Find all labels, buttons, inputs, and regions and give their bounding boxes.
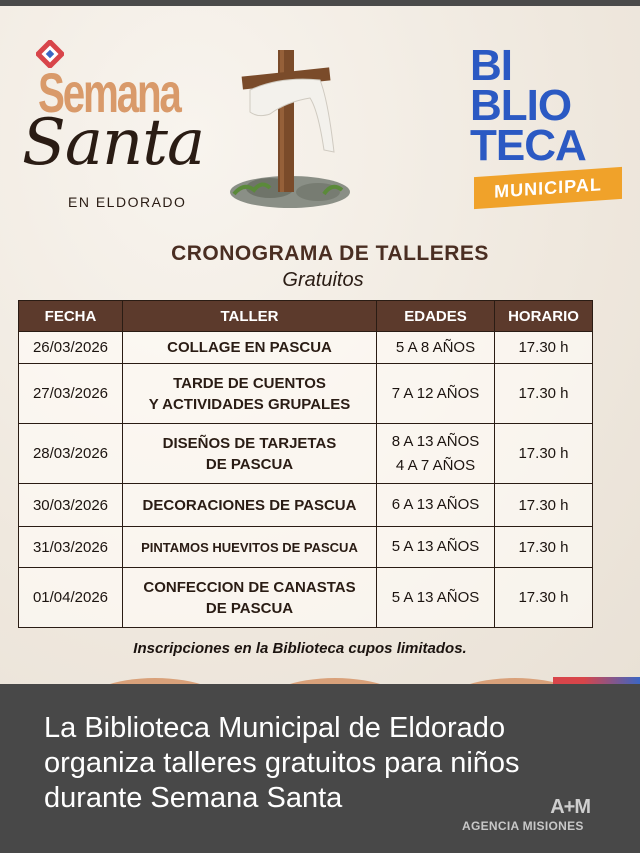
cell-edades — [377, 527, 495, 568]
edad-line: 5 A 13 AÑOS — [391, 538, 480, 555]
cell-taller — [123, 484, 377, 527]
taller-line: DECORACIONES DE PASCUA — [142, 496, 357, 514]
taller-line: Y ACTIVIDADES GRUPALES — [148, 395, 351, 413]
cell-horario: 17.30 h — [495, 364, 593, 424]
edad-line: 5 A 8 AÑOS — [395, 338, 476, 356]
taller-line: PINTAMOS HUEVITOS DE PASCUA — [141, 539, 358, 555]
edad-line: 5 A 13 AÑOS — [391, 588, 480, 606]
header-edades: EDADES — [377, 301, 495, 332]
cell-edades — [377, 568, 495, 628]
taller-line: DISEÑOS DE TARJETAS — [162, 434, 337, 452]
cell-fecha: 01/04/2026 — [19, 568, 123, 628]
cell-horario: 17.30 h — [495, 484, 593, 527]
cell-fecha: 31/03/2026 — [19, 527, 123, 568]
agency-logo — [462, 796, 590, 833]
cell-edades — [377, 364, 495, 424]
edad-line: 7 A 12 AÑOS — [391, 384, 480, 402]
cell-taller — [123, 332, 377, 364]
cell-horario: 17.30 h — [495, 332, 593, 364]
cell-horario: 17.30 h — [495, 424, 593, 484]
cell-horario: 17.30 h — [495, 568, 593, 628]
table-row — [19, 568, 593, 628]
cell-fecha: 26/03/2026 — [19, 332, 123, 364]
cell-edades — [377, 484, 495, 527]
library-logo-line1: BI — [470, 41, 512, 90]
cell-edades — [377, 424, 495, 484]
edad-line: 6 A 13 AÑOS — [391, 496, 480, 513]
library-logo — [470, 41, 630, 204]
poster-title: CRONOGRAMA DE TALLERES — [171, 242, 489, 265]
event-logo-word2: Santa — [22, 106, 205, 180]
poster-subtitle: Gratuitos — [282, 269, 364, 291]
agency-name: AGENCIA MISIONES — [462, 819, 584, 833]
edad-line: 8 A 13 AÑOS — [391, 432, 480, 450]
taller-line: DE PASCUA — [205, 599, 294, 617]
edad-line: 4 A 7 AÑOS — [395, 456, 476, 474]
taller-line: DE PASCUA — [205, 455, 294, 473]
table-row — [19, 527, 593, 568]
table-row — [19, 364, 593, 424]
taller-line: COLLAGE EN PASCUA — [167, 339, 332, 356]
cell-edades — [377, 332, 495, 364]
table-header-row — [19, 301, 593, 332]
table-row — [19, 424, 593, 484]
schedule-table — [18, 300, 593, 628]
table-row — [19, 332, 593, 364]
registration-note: Inscripciones en la Biblioteca cupos limitados. — [133, 640, 467, 657]
library-logo-line3: TECA — [470, 121, 586, 170]
cell-horario: 17.30 h — [495, 527, 593, 568]
taller-line: CONFECCION DE CANASTAS — [143, 578, 356, 596]
cell-taller — [123, 364, 377, 424]
cell-fecha: 30/03/2026 — [19, 484, 123, 527]
cell-taller — [123, 568, 377, 628]
header-horario: HORARIO — [495, 301, 593, 332]
header-fecha: FECHA — [19, 301, 123, 332]
cell-taller — [123, 424, 377, 484]
header-taller: TALLER — [123, 301, 377, 332]
event-logo-word1: Semana — [38, 61, 180, 124]
cell-fecha: 28/03/2026 — [19, 424, 123, 484]
article-headline[interactable]: La Biblioteca Municipal de Eldorado organiza talleres gratuitos para niños durante Semana Santa — [44, 712, 520, 814]
table-row — [19, 484, 593, 527]
cell-taller — [123, 527, 377, 568]
agency-mark: A+M — [550, 796, 590, 818]
cross-icon — [220, 42, 360, 212]
library-logo-line2: BLIO — [470, 81, 572, 130]
cell-fecha: 27/03/2026 — [19, 364, 123, 424]
taller-line: TARDE DE CUENTOS — [173, 374, 326, 392]
event-logo-place: EN ELDORADO — [68, 194, 187, 210]
workshop-poster[interactable] — [0, 6, 640, 684]
library-logo-badge: MUNICIPAL — [474, 167, 622, 209]
